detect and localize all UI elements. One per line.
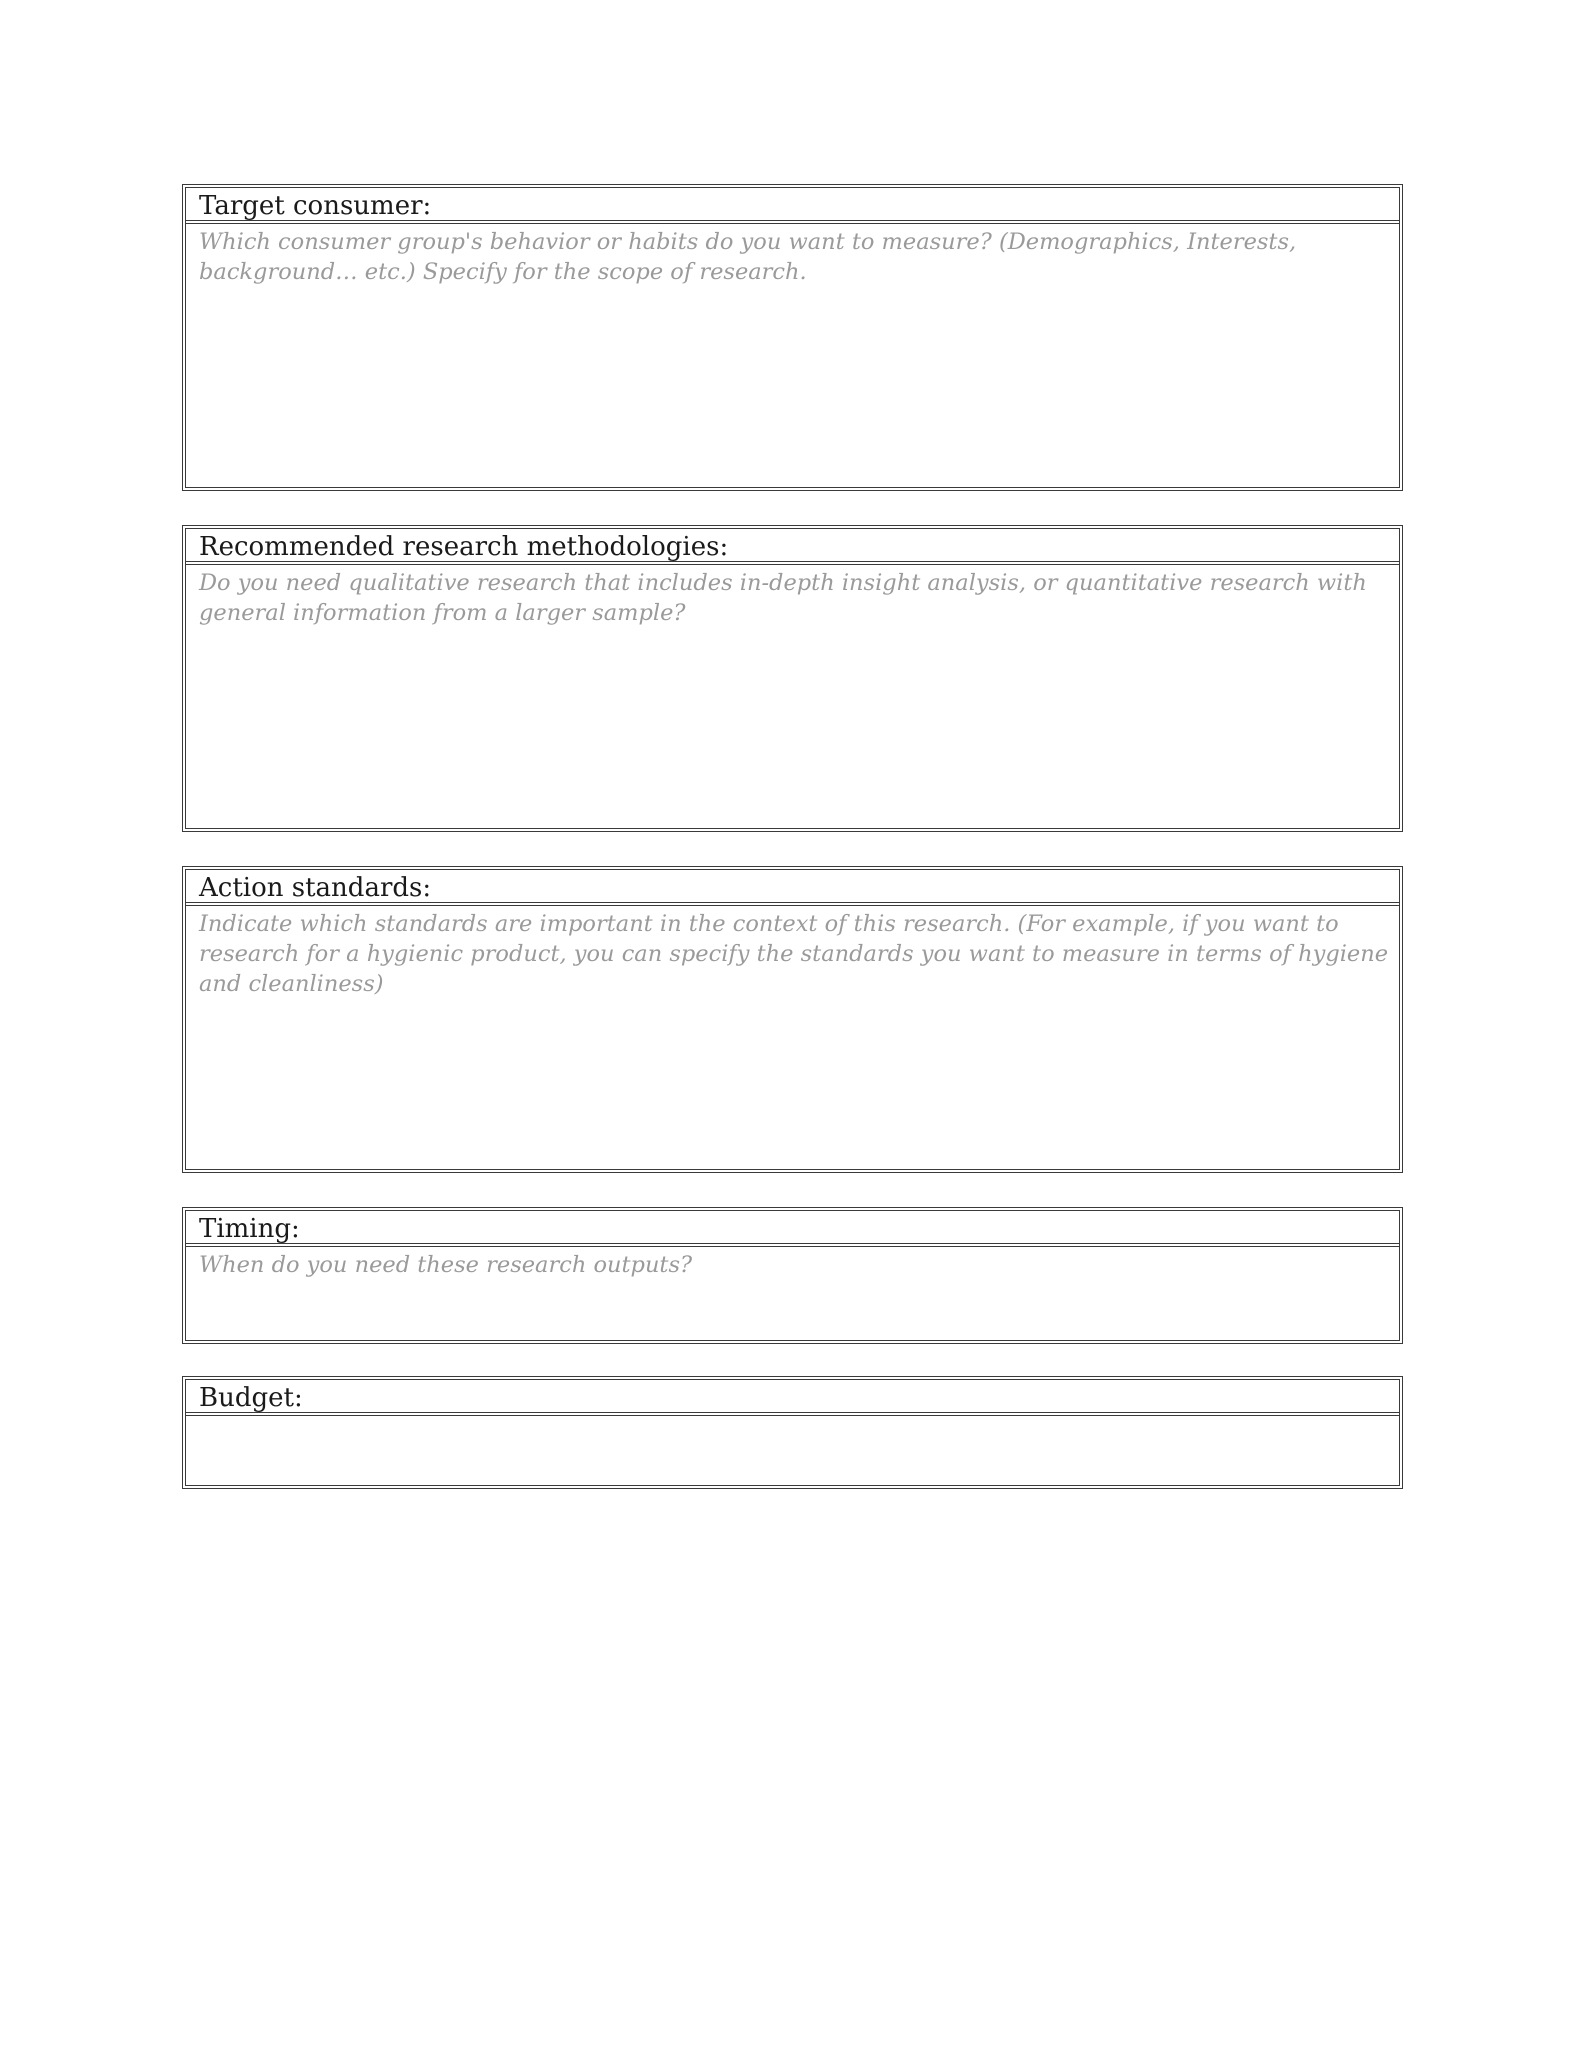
timing-section <box>182 1207 1403 1344</box>
target-consumer-title: Target consumer: <box>186 188 1399 224</box>
action-standards-section <box>182 866 1403 1173</box>
timing-field[interactable]: When do you need these research outputs? <box>199 1252 693 1278</box>
budget-section <box>182 1376 1403 1489</box>
budget-field[interactable] <box>186 1416 1399 1419</box>
action-standards-title: Action standards: <box>186 870 1399 906</box>
budget-title: Budget: <box>186 1380 1399 1416</box>
timing-title: Timing: <box>186 1211 1399 1247</box>
research-methodologies-title: Recommended research methodologies: <box>186 529 1399 565</box>
research-methodologies-section <box>182 525 1403 832</box>
target-consumer-section <box>182 184 1403 491</box>
action-standards-field[interactable]: Indicate which standards are important in the context of this research. (For example, if you want to research for a hygienic product, you can specify the standards you want to measure in terms of hygiene and cleanliness) <box>199 911 1389 997</box>
research-methodologies-field[interactable]: Do you need qualitative research that includes in-depth insight analysis, or quantitative research with general information from a larger sample? <box>199 570 1367 626</box>
target-consumer-field[interactable]: Which consumer group's behavior or habits do you want to measure? (Demographics, Interests, background… etc.) Specify for the scope of research. <box>199 229 1297 285</box>
